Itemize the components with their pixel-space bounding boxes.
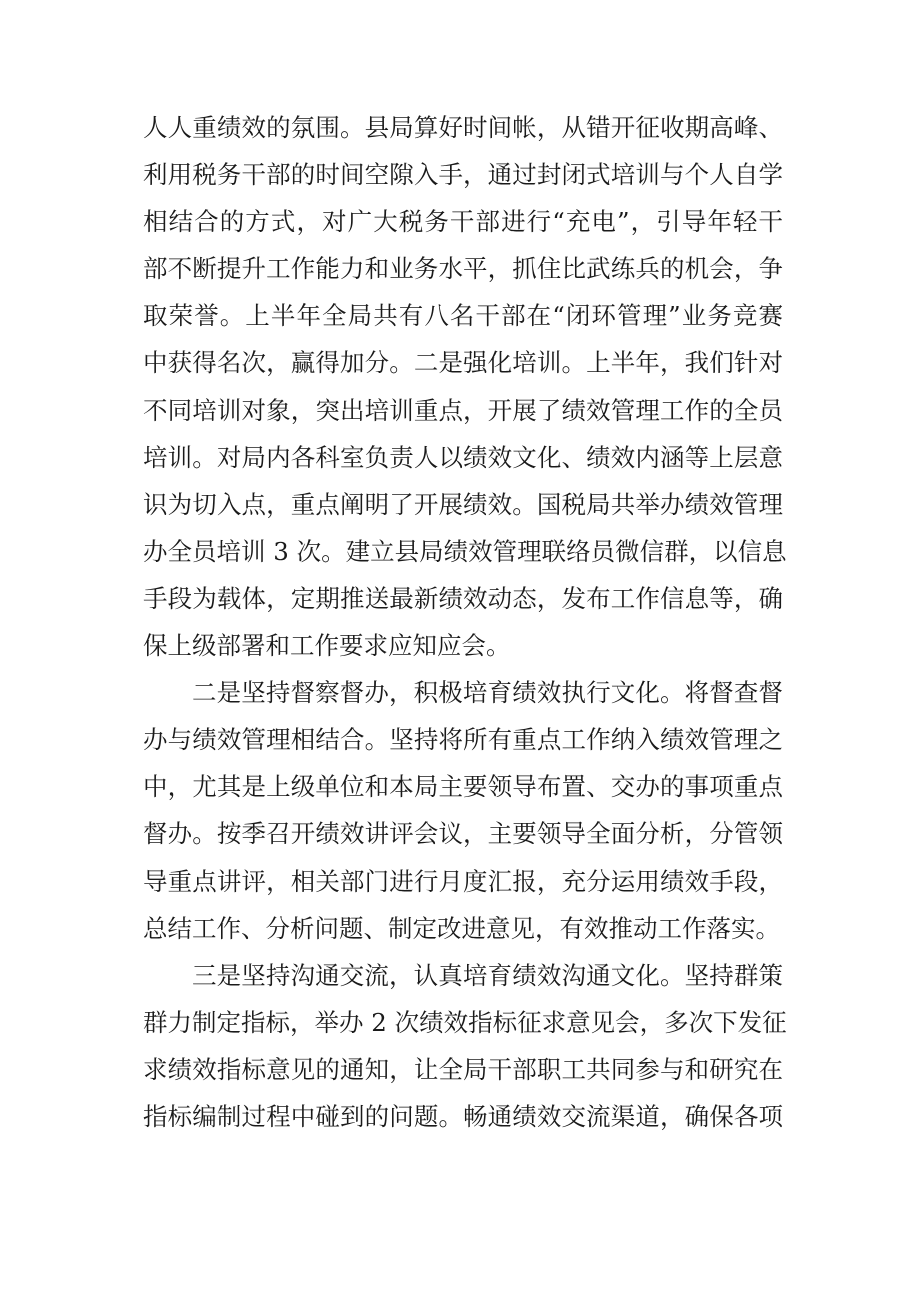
text-line: 三是坚持沟通交流，认真培育绩效沟通文化。坚持群策	[192, 960, 783, 990]
text-line: 办与绩效管理相结合。坚持将所有重点工作纳入绩效管理之	[143, 725, 783, 755]
text-line: 手段为载体，定期推送最新绩效动态，发布工作信息等，确	[143, 583, 783, 613]
text-line: 保上级部署和工作要求应知应会。	[143, 631, 511, 661]
text-line: 督办。按季召开绩效讲评会议，主要领导全面分析，分管领	[143, 819, 783, 849]
text-line: 人人重绩效的氛围。县局算好时间帐，从错开征收期高峰、	[143, 113, 783, 142]
text-line: 部不断提升工作能力和业务水平，抓住比武练兵的机会，争	[143, 254, 783, 284]
text-line: 利用税务干部的时间空隙入手，通过封闭式培训与个人自学	[143, 160, 783, 190]
text-line: 中，尤其是上级单位和本局主要领导布置、交办的事项重点	[143, 772, 783, 802]
text-line: 二是坚持督察督办，积极培育绩效执行文化。将督查督	[192, 678, 783, 708]
text-line: 中获得名次，赢得加分。二是强化培训。上半年，我们针对	[143, 348, 783, 378]
document-body	[143, 104, 787, 1140]
text-line: 总结工作、分析问题、制定改进意见，有效推动工作落实。	[143, 913, 780, 943]
text-line: 取荣誉。上半年全局共有八名干部在“闭环管理”业务竞赛	[143, 301, 783, 331]
text-line: 办全员培训 3 次。建立县局绩效管理联络员微信群，以信息	[143, 536, 787, 566]
text-line: 导重点讲评，相关部门进行月度汇报，充分运用绩效手段，	[143, 866, 783, 896]
text-line: 相结合的方式，对广大税务干部进行“充电”，引导年轻干	[143, 207, 783, 237]
text-line: 求绩效指标意见的通知，让全局干部职工共同参与和研究在	[143, 1054, 783, 1084]
text-line: 群力制定指标，举办 2 次绩效指标征求意见会，多次下发征	[143, 1007, 787, 1037]
text-line: 识为切入点，重点阐明了开展绩效。国税局共举办绩效管理	[143, 489, 783, 519]
text-line: 不同培训对象，突出培训重点，开展了绩效管理工作的全员	[143, 395, 783, 425]
text-line: 培训。对局内各科室负责人以绩效文化、绩效内涵等上层意	[143, 442, 783, 472]
text-line: 指标编制过程中碰到的问题。畅通绩效交流渠道，确保各项	[143, 1101, 783, 1131]
